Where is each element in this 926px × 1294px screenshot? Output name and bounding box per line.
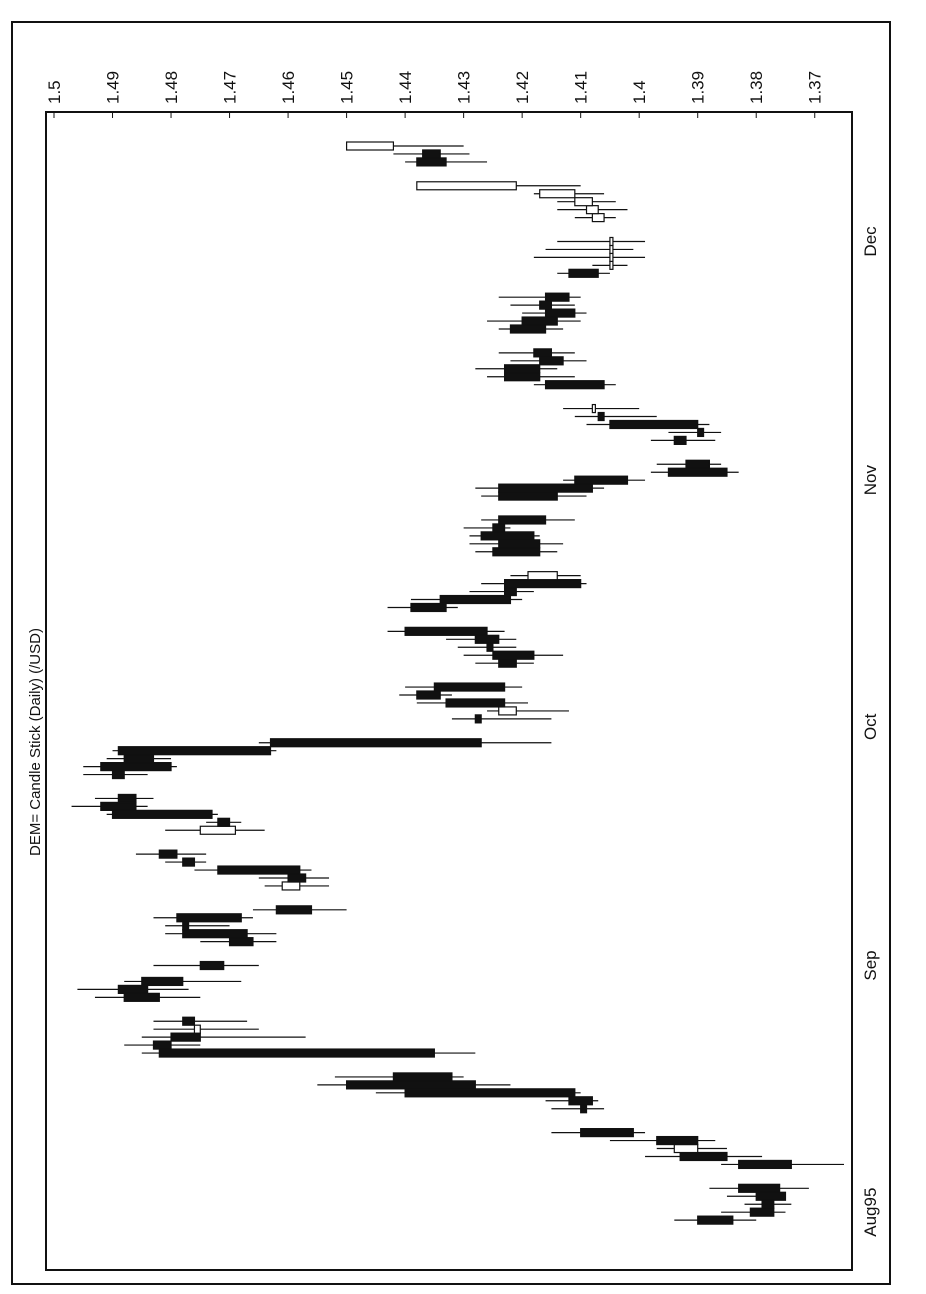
- candle: [481, 516, 575, 524]
- candle-body-down: [657, 1137, 698, 1145]
- candle-body-down: [101, 802, 136, 810]
- candle: [165, 922, 229, 930]
- candle: [551, 1129, 645, 1137]
- candle-body-down: [200, 962, 223, 970]
- candle: [510, 357, 586, 365]
- candle-body-down: [440, 596, 510, 604]
- candle-body-down: [493, 548, 540, 556]
- candle-body-down: [739, 1184, 780, 1192]
- candle-body-up: [282, 882, 300, 890]
- candle-body-down: [411, 603, 446, 611]
- candle: [165, 930, 276, 938]
- candle-body-up: [592, 214, 604, 222]
- candle: [265, 882, 329, 890]
- candle-body-up: [610, 237, 613, 245]
- candle-body-down: [522, 317, 557, 325]
- candle-body-down: [183, 858, 195, 866]
- candle-body-down: [756, 1192, 785, 1200]
- candle: [153, 962, 258, 970]
- candle-body-down: [680, 1152, 727, 1160]
- candle-body-down: [124, 993, 159, 1001]
- candle-body-down: [598, 413, 604, 421]
- candle: [253, 906, 347, 914]
- candle-body-down: [183, 922, 189, 930]
- candle: [534, 190, 604, 198]
- candle: [107, 810, 218, 818]
- candle-body-up: [610, 253, 613, 261]
- candle: [153, 914, 252, 922]
- candle-body-down: [118, 747, 270, 755]
- candle: [557, 237, 645, 245]
- candle-body-down: [698, 428, 704, 436]
- candle-body-down: [423, 150, 441, 158]
- candle-body-down: [505, 365, 540, 373]
- candle-body-down: [113, 771, 125, 779]
- candle-body-down: [183, 1017, 195, 1025]
- candle-body-up: [610, 261, 613, 269]
- candle-body-down: [546, 309, 575, 317]
- candle: [557, 206, 627, 214]
- candle-body-down: [581, 1129, 634, 1137]
- candle-body-down: [569, 269, 598, 277]
- candle: [651, 468, 739, 476]
- candle: [165, 858, 206, 866]
- candle: [113, 747, 277, 755]
- candle: [657, 1145, 727, 1153]
- candle-body-down: [698, 1216, 733, 1224]
- candle: [563, 405, 639, 413]
- candle: [727, 1192, 786, 1200]
- candle: [499, 349, 575, 357]
- candle: [347, 142, 464, 150]
- candle: [399, 691, 452, 699]
- candle: [487, 707, 569, 715]
- candles: [72, 142, 844, 1224]
- candle: [534, 253, 645, 261]
- candle-body-up: [528, 572, 557, 580]
- candle-body-down: [739, 1160, 792, 1168]
- candle-body-down: [153, 1041, 171, 1049]
- candle-body-down: [499, 492, 558, 500]
- candle-body-down: [218, 818, 230, 826]
- candle: [153, 1017, 247, 1025]
- candle-body-down: [546, 381, 605, 389]
- candle-body-up: [200, 826, 235, 834]
- candle-body-down: [510, 325, 545, 333]
- candle: [668, 428, 721, 436]
- candle: [721, 1208, 785, 1216]
- candle-body-down: [487, 643, 493, 651]
- candle: [446, 635, 516, 643]
- candle: [259, 874, 329, 882]
- candle: [72, 802, 148, 810]
- candle: [481, 580, 586, 588]
- candle-body-down: [177, 914, 241, 922]
- candle: [709, 1184, 808, 1192]
- candle-body-down: [475, 635, 498, 643]
- candle: [259, 739, 552, 747]
- candle-body-down: [505, 373, 540, 381]
- candle-body-up: [610, 245, 613, 253]
- candle-body-down: [575, 476, 628, 484]
- candle-body-down: [118, 985, 147, 993]
- candle: [95, 993, 200, 1001]
- candle: [499, 293, 581, 301]
- candle-body-down: [288, 874, 306, 882]
- candle-body-down: [493, 524, 505, 532]
- candle-body-down: [668, 468, 727, 476]
- candle-body-down: [393, 1073, 452, 1081]
- candle: [674, 1216, 756, 1224]
- candle-body-up: [347, 142, 394, 150]
- candle: [510, 301, 574, 309]
- candle: [657, 460, 721, 468]
- candle-body-down: [534, 349, 552, 357]
- candle: [417, 699, 528, 707]
- candle: [469, 532, 539, 540]
- candle: [587, 420, 710, 428]
- candle-body-up: [417, 182, 516, 190]
- date-label: Nov: [861, 465, 880, 496]
- candle-body-down: [475, 715, 481, 723]
- price-tick-label: 1.42: [513, 70, 533, 104]
- candle-body-down: [271, 739, 482, 747]
- candle-body-up: [540, 190, 575, 198]
- candle: [475, 484, 604, 492]
- candle: [546, 1097, 599, 1105]
- price-tick-label: 1.45: [337, 70, 357, 104]
- price-tick-label: 1.38: [747, 70, 767, 104]
- candle: [510, 572, 580, 580]
- candle: [153, 1025, 258, 1033]
- price-tick-label: 1.41: [571, 70, 591, 104]
- candle: [487, 373, 575, 381]
- candle: [388, 627, 505, 635]
- price-tick-label: 1.47: [220, 70, 240, 104]
- candle: [557, 269, 610, 277]
- candle: [575, 413, 657, 421]
- date-label: Aug95: [861, 1187, 880, 1237]
- candle: [452, 715, 551, 723]
- candle-body-down: [417, 691, 440, 699]
- candle: [142, 1049, 476, 1057]
- candle-body-down: [569, 1097, 592, 1105]
- candle-body-up: [674, 1145, 697, 1153]
- candle: [200, 938, 276, 946]
- candle-body-down: [218, 866, 300, 874]
- candle: [411, 596, 522, 604]
- candle: [124, 1041, 200, 1049]
- candle: [499, 325, 563, 333]
- candle-body-up: [592, 405, 595, 413]
- date-labels: [861, 226, 880, 1237]
- candle-body-up: [499, 707, 517, 715]
- candle-body-up: [575, 198, 593, 206]
- candle-body-down: [610, 420, 698, 428]
- price-tick-label: 1.4: [630, 80, 650, 104]
- candle: [610, 1137, 715, 1145]
- candle: [464, 651, 563, 659]
- candle: [83, 771, 147, 779]
- candle: [475, 548, 557, 556]
- candle: [592, 261, 627, 269]
- candle: [388, 603, 458, 611]
- candle: [107, 755, 171, 763]
- candle: [206, 818, 241, 826]
- candle-body-down: [434, 683, 504, 691]
- candle: [475, 659, 534, 667]
- candle: [417, 182, 581, 190]
- candle-body-down: [499, 659, 517, 667]
- candle-body-down: [546, 293, 569, 301]
- candle-body-down: [142, 977, 183, 985]
- candle: [393, 150, 469, 158]
- candle: [458, 643, 517, 651]
- candle-body-down: [499, 516, 546, 524]
- candle: [405, 158, 487, 166]
- candle-body-down: [405, 627, 487, 635]
- price-ticks: [45, 71, 825, 118]
- candle: [136, 850, 206, 858]
- candle: [376, 1089, 581, 1097]
- candle-body-down: [417, 158, 446, 166]
- candle-body-down: [505, 580, 581, 588]
- candle: [165, 826, 264, 834]
- candle: [481, 492, 586, 500]
- candle: [575, 214, 616, 222]
- candle: [77, 985, 188, 993]
- candle: [194, 866, 311, 874]
- price-tick-label: 1.48: [162, 70, 182, 104]
- date-label: Sep: [861, 950, 880, 981]
- candle: [124, 977, 241, 985]
- candle: [645, 1152, 762, 1160]
- candle: [95, 794, 154, 802]
- candle: [83, 763, 177, 771]
- candle-body-down: [540, 357, 563, 365]
- candle: [317, 1081, 510, 1089]
- candle-body-down: [750, 1208, 773, 1216]
- candle: [546, 245, 634, 253]
- chart-title: DEM= Candle Stick (Daily) (/USD): [27, 628, 44, 856]
- candle-body-down: [276, 906, 311, 914]
- price-tick-label: 1.37: [805, 70, 825, 104]
- candle-body-down: [505, 588, 517, 596]
- candle: [522, 309, 586, 317]
- candle-body-down: [493, 651, 534, 659]
- price-tick-label: 1.44: [396, 70, 416, 104]
- candle-body-down: [499, 484, 593, 492]
- candle-body-down: [171, 1033, 200, 1041]
- candle: [475, 365, 557, 373]
- candle: [469, 588, 533, 596]
- candle: [464, 524, 511, 532]
- candle: [469, 540, 563, 548]
- candle-body-down: [124, 755, 153, 763]
- candle-body-down: [674, 436, 686, 444]
- candle-body-down: [446, 699, 505, 707]
- candle-body-down: [347, 1081, 476, 1089]
- candle: [557, 198, 616, 206]
- candle: [142, 1033, 306, 1041]
- candle-body-down: [183, 930, 247, 938]
- candle-body-down: [686, 460, 709, 468]
- candle: [651, 436, 715, 444]
- candle: [721, 1160, 844, 1168]
- date-label: Dec: [861, 226, 880, 257]
- candle-body-down: [581, 1105, 587, 1113]
- candle-body-down: [113, 810, 212, 818]
- candle-body-down: [762, 1200, 774, 1208]
- candle-body-up: [194, 1025, 200, 1033]
- candle-body-down: [540, 301, 552, 309]
- candle-body-down: [159, 1049, 434, 1057]
- price-tick-label: 1.49: [103, 70, 123, 104]
- candle: [563, 476, 645, 484]
- candle: [335, 1073, 464, 1081]
- price-tick-label: 1.43: [454, 70, 474, 104]
- candle: [534, 381, 616, 389]
- candle-body-down: [230, 938, 253, 946]
- price-tick-label: 1.46: [279, 70, 299, 104]
- candle-body-down: [101, 763, 171, 771]
- candle-body-down: [159, 850, 177, 858]
- candle: [745, 1200, 792, 1208]
- candle-body-up: [587, 206, 599, 214]
- price-tick-label: 1.39: [688, 70, 708, 104]
- candle-body-down: [499, 540, 540, 548]
- candle-body-down: [405, 1089, 575, 1097]
- candle-body-down: [118, 794, 136, 802]
- candle: [405, 683, 522, 691]
- candle: [551, 1105, 604, 1113]
- candle-body-down: [481, 532, 534, 540]
- date-label: Oct: [861, 713, 880, 741]
- price-tick-label: 1.5: [45, 80, 64, 104]
- candle: [487, 317, 581, 325]
